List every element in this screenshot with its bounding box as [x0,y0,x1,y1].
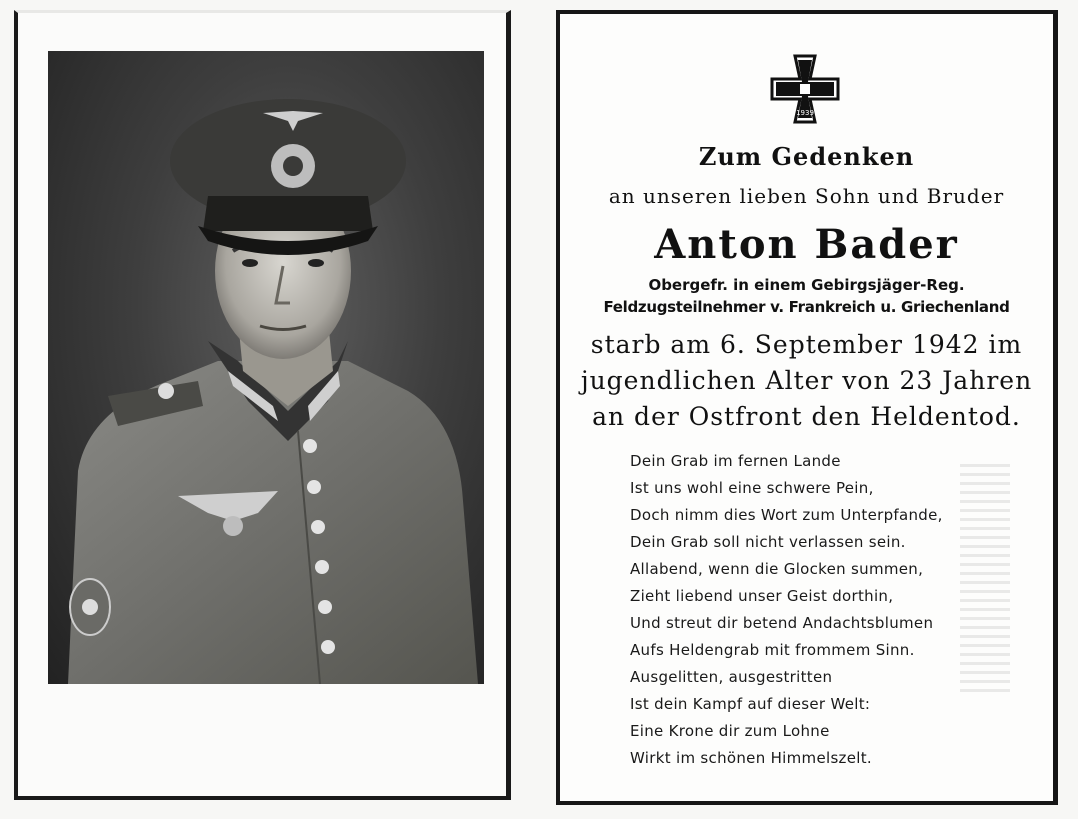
military-rank: Obergefr. in einem Gebirgsjäger-Reg. [648,276,965,294]
poem-line: Ist uns wohl eine schwere Pein, [630,479,874,497]
poem-line: Ausgelitten, ausgestritten [630,668,833,686]
death-line-1: starb am 6. September 1942 im [590,330,1023,359]
photo-card [14,10,511,800]
cross-year: 1939 [796,109,814,117]
dedication-line: an unseren lieben Sohn und Bruder [608,184,1005,208]
bleed-through-texture [960,464,1010,694]
poem-line: Dein Grab im fernen Lande [630,452,841,470]
poem-line: Doch nimm dies Wort zum Unterpfande, [630,506,943,524]
death-line-2: jugendlichen Alter von 23 Jahren [580,366,1033,395]
poem-line: Ist dein Kampf auf dieser Welt: [630,695,871,713]
death-line-3: an der Ostfront den Heldentod. [592,402,1021,431]
poem-line: Und streut dir betend Andachtsblumen [630,614,934,632]
memorial-text-card [556,10,1058,805]
poem-line: Aufs Heldengrab mit frommem Sinn. [630,641,915,659]
poem-line: Eine Krone dir zum Lohne [630,722,830,740]
poem-line: Dein Grab soll nicht verlassen sein. [630,533,906,551]
deceased-name: Anton Bader [654,221,959,268]
soldier-portrait [48,51,484,684]
campaigns-line: Feldzugsteilnehmer v. Frankreich u. Griechenland [603,298,1010,316]
memorial-heading: Zum Gedenken [698,142,915,171]
poem-line: Wirkt im schönen Himmelszelt. [630,749,872,767]
poem-line: Allabend, wenn die Glocken summen, [630,560,924,578]
poem-line: Zieht liebend unser Geist dorthin, [630,587,894,605]
portrait-illustration [48,51,484,684]
iron-cross-icon [770,54,840,124]
memorial-poem [630,448,943,772]
